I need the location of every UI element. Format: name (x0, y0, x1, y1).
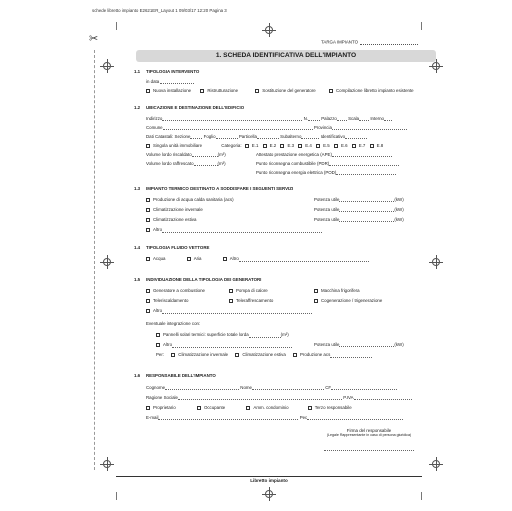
ape-label: Attestato prestazione energetica (APE) (256, 152, 332, 157)
registration-mark-icon (103, 460, 111, 468)
section-title: TIPOLOGIA INTERVENTO (146, 69, 200, 74)
vol-risc-label: Volume lordo riscaldato (146, 152, 192, 157)
checkbox[interactable] (156, 343, 160, 347)
checkbox[interactable] (229, 289, 233, 293)
potenza-field[interactable] (339, 198, 394, 202)
pdr-field[interactable] (329, 162, 399, 166)
scala-field[interactable] (359, 117, 369, 121)
checkbox[interactable] (316, 144, 320, 148)
provincia-label: Provincia (313, 125, 332, 130)
section-number: 1.2 (134, 105, 141, 110)
altro-field[interactable] (239, 258, 369, 262)
indirizzo-field[interactable] (162, 117, 302, 121)
generatore-option (229, 289, 268, 294)
generatore-label: Cogenerazione / trigenerazione (321, 298, 383, 304)
unit-label: (m³) (217, 161, 226, 166)
checkbox[interactable] (229, 299, 233, 303)
email-label: E-mail (146, 415, 159, 420)
checkbox[interactable] (223, 257, 227, 261)
category-label: E.6 (340, 143, 348, 149)
generatore-label: Pompa di calore (236, 288, 268, 294)
unit-label: (kW) (394, 207, 404, 212)
category-label: E.1 (251, 143, 259, 149)
checkbox[interactable] (156, 333, 160, 337)
checkbox[interactable] (146, 299, 150, 303)
pdr-label: Punto riconsegna combustibile (PDR) (256, 161, 330, 166)
foglio-label: Foglio (203, 134, 216, 139)
checkbox[interactable] (246, 406, 250, 410)
servizio-label: Altro (153, 227, 163, 233)
vol-risc-row (146, 153, 226, 157)
checkbox[interactable] (146, 218, 150, 222)
section-1-5-header (134, 278, 261, 282)
unita-row (146, 144, 383, 149)
potenza-label: Potenza utile (314, 217, 340, 222)
acs-field[interactable] (330, 354, 372, 358)
altro-label: Altro (163, 342, 173, 348)
targa-impianto (321, 40, 418, 45)
checkbox[interactable] (171, 353, 175, 357)
targa-label: TARGA IMPIANTO (321, 39, 358, 45)
checkbox[interactable] (255, 89, 259, 93)
registration-mark-icon (103, 258, 111, 266)
category-label: E.7 (358, 143, 366, 149)
section-title: TIPOLOGIA FLUIDO VETTORE (146, 245, 210, 250)
section-title: INDIVIDUAZIONE DELLA TIPOLOGIA DEI GENERATORI (146, 277, 262, 282)
per-option-label: Produzione acs (300, 352, 331, 358)
cf-field[interactable] (331, 386, 397, 390)
fluido-options (146, 257, 369, 262)
checkbox[interactable] (146, 144, 150, 148)
identificativo-label: Identificativo (320, 134, 346, 139)
crop-mark (421, 492, 422, 500)
vol-raff-label: Volume lordo raffrescato (146, 161, 194, 166)
sezione-field[interactable] (190, 135, 202, 139)
email-field[interactable] (158, 416, 298, 420)
category-label: E.3 (287, 143, 295, 149)
palazzo-field[interactable] (337, 117, 347, 121)
pdr-row (256, 162, 399, 166)
registration-mark-icon (432, 62, 440, 70)
checkbox[interactable] (280, 144, 284, 148)
pod-field[interactable] (336, 171, 396, 175)
provincia-field[interactable] (332, 126, 407, 130)
firma-field[interactable] (324, 450, 414, 451)
checkbox[interactable] (146, 89, 150, 93)
registration-mark-icon (432, 258, 440, 266)
generatore-option (314, 299, 382, 304)
footer-rule (116, 476, 422, 477)
potenza-row (314, 343, 404, 347)
unit-label: (kW) (394, 197, 404, 202)
eventuale-label: Eventuale integrazione con: (146, 321, 201, 326)
piva-label: P.IVA (343, 395, 354, 400)
generatore-option (146, 299, 188, 304)
intervento-options (146, 89, 414, 94)
integrazione-altro-row (156, 343, 292, 348)
ruolo-options (146, 406, 352, 411)
ruolo-label: Occupante (203, 405, 226, 411)
checkbox[interactable] (146, 208, 150, 212)
section-1-6-header (134, 374, 216, 378)
per-option-label: Climatizzazione estiva (242, 352, 286, 358)
cognome-row (146, 386, 397, 390)
vol-raff-field[interactable] (194, 162, 218, 166)
altro-field[interactable] (172, 344, 292, 348)
checkbox[interactable] (146, 198, 150, 202)
print-header: schede libretto impianto E2621ER_Layout 1 09/03/17 12:20 Pagina 3 (92, 8, 227, 13)
cognome-field[interactable] (165, 386, 239, 390)
section-1-4-header (134, 246, 209, 250)
per-option-label: Climatizzazione invernale (178, 352, 229, 358)
form-page (116, 36, 422, 486)
foglio-field[interactable] (216, 135, 238, 139)
ruolo-label: Proprietario (153, 405, 176, 411)
servizio-row (146, 198, 234, 203)
servizio-row (146, 208, 203, 213)
option-label: Ristrutturazione (207, 88, 239, 94)
section-number: 1.1 (134, 69, 141, 74)
checkbox[interactable] (329, 89, 333, 93)
checkbox[interactable] (298, 144, 302, 148)
fluido-label: Altro (229, 256, 239, 262)
checkbox[interactable] (235, 353, 239, 357)
section-number: 1.5 (134, 277, 141, 282)
checkbox[interactable] (146, 309, 150, 313)
generatore-altro-row (146, 309, 312, 314)
generatore-option (146, 289, 205, 294)
altro-field[interactable] (162, 310, 312, 314)
generatore-label: Teleraffrescamento (236, 298, 274, 304)
checkbox[interactable] (245, 144, 249, 148)
category-label: E.4 (305, 143, 312, 149)
in-data-label: in data (146, 79, 160, 84)
checkbox[interactable] (200, 89, 204, 93)
numero-field[interactable] (308, 117, 320, 121)
unit-label: (kW) (394, 342, 404, 347)
checkbox[interactable] (197, 406, 201, 410)
scissors-icon: ✂ (89, 33, 99, 45)
in-data-row (146, 80, 194, 84)
pec-label: Pec (299, 415, 308, 420)
servizio-label: Climatizzazione estiva (153, 217, 197, 223)
comune-row (146, 126, 407, 130)
checkbox[interactable] (146, 257, 150, 261)
indirizzo-row (146, 117, 392, 121)
identificativo-field[interactable] (345, 135, 367, 139)
registration-mark-icon (103, 62, 111, 70)
section-title: IMPIANTO TERMICO DESTINATO A SODDISFARE I SEGUENTI SERVIZI (146, 186, 294, 191)
section-1-3-header (134, 187, 293, 191)
unit-label: (m³) (217, 152, 226, 157)
registration-mark-icon (265, 490, 273, 498)
interno-label: Interno (370, 116, 384, 121)
generatore-label: Generatore a combustione (153, 288, 205, 294)
unit-label: (m²) (280, 332, 289, 338)
potenza-label: Potenza utile (314, 207, 340, 212)
firma-note: (Legale Rappresentante in caso di persona giuridica) (326, 433, 412, 437)
section-number: 1.4 (134, 245, 141, 250)
catasto-row (146, 135, 367, 139)
pod-label: Punto riconsegna energia elettrica (POD) (256, 170, 337, 175)
ape-row (256, 153, 392, 157)
per-row (156, 353, 372, 358)
scala-label: Scala (348, 116, 360, 121)
checkbox[interactable] (187, 257, 191, 261)
ruolo-label: Terzo responsabile (314, 405, 352, 411)
ragione-field[interactable] (178, 396, 342, 400)
subalterno-field[interactable] (301, 135, 319, 139)
section-number: 1.3 (134, 186, 141, 191)
pannelli-label: Pannelli solari termici: superficie totale lorda (163, 332, 249, 338)
potenza-row (314, 198, 404, 202)
checkbox[interactable] (334, 144, 338, 148)
comune-field[interactable] (163, 126, 313, 130)
checkbox[interactable] (146, 289, 150, 293)
checkbox[interactable] (314, 289, 318, 293)
generatore-label: Teleriscaldamento (153, 298, 189, 304)
fluido-label: Aria (193, 256, 202, 262)
section-title: UBICAZIONE E DESTINAZIONE DELL'EDIFICIO (146, 105, 245, 110)
potenza-label: Potenza utile (314, 342, 340, 347)
unit-label: (kW) (394, 217, 404, 222)
singola-unita-label: Singola unità immobiliare (153, 143, 203, 149)
pannelli-row (156, 333, 289, 338)
checkbox[interactable] (314, 299, 318, 303)
checkbox[interactable] (263, 144, 267, 148)
potenza-row (314, 218, 404, 222)
potenza-label: Potenza utile (314, 197, 340, 202)
section-number: 1.6 (134, 373, 141, 378)
sezione-label: Dati Catastali: Sezione (146, 134, 191, 139)
cf-label: CF (325, 385, 332, 390)
potenza-row (314, 208, 404, 212)
per-label: Per: (156, 352, 165, 358)
potenza-field[interactable] (339, 208, 394, 212)
generatore-option (229, 299, 273, 304)
cut-line (94, 50, 96, 470)
crop-mark (116, 22, 117, 30)
section-1-2-header (134, 106, 244, 110)
servizio-row (146, 218, 196, 223)
altro-field[interactable] (162, 229, 322, 233)
page-title: 1. SCHEDA IDENTIFICATIVA DELL'IMPIANTO (136, 50, 436, 62)
option-label: Nuova installazione (153, 88, 192, 94)
page-footer: Libretto impianto (250, 478, 288, 483)
ragione-label: Ragione Sociale (146, 395, 178, 400)
ruolo-label: Amm. condominio (253, 405, 289, 411)
checkbox[interactable] (352, 144, 356, 148)
vol-raff-row (146, 162, 226, 166)
option-label: Compilazione libretto impianto esistente (336, 88, 414, 94)
pod-row (256, 171, 396, 175)
indirizzo-label: Indirizzo (146, 116, 163, 121)
registration-mark-icon (265, 26, 273, 34)
email-row (146, 416, 403, 420)
firma-label: Firma del responsabile (346, 428, 392, 433)
particella-label: Particella (238, 134, 257, 139)
comune-label: Comune (146, 125, 163, 130)
targa-field[interactable] (360, 40, 418, 45)
ape-field[interactable] (332, 153, 392, 157)
in-data-field[interactable] (160, 80, 194, 84)
pec-field[interactable] (307, 416, 403, 420)
checkbox[interactable] (308, 406, 312, 410)
numero-label: N. (303, 116, 308, 121)
vol-risc-field[interactable] (192, 153, 218, 157)
checkbox[interactable] (146, 406, 150, 410)
section-1-1-header (134, 70, 199, 74)
option-label: Sostituzione del generatore (262, 88, 316, 94)
crop-mark (421, 22, 422, 30)
section-title: RESPONSABILE DELL'IMPIANTO (146, 373, 216, 378)
pannelli-field[interactable] (249, 334, 281, 338)
potenza-field[interactable] (339, 343, 394, 347)
piva-field[interactable] (354, 396, 412, 400)
nome-label: Nome (240, 385, 252, 390)
servizio-altro-row (146, 228, 322, 233)
categoria-label: Categoria: (221, 143, 242, 149)
cognome-label: Cognome (146, 385, 166, 390)
servizio-label: Climatizzazione invernale (153, 207, 203, 213)
nome-field[interactable] (252, 386, 324, 390)
category-label: E.2 (269, 143, 277, 149)
fluido-label: Acqua (153, 256, 166, 262)
palazzo-label: Palazzo (321, 116, 337, 121)
ragione-row (146, 396, 412, 400)
interno-field[interactable] (384, 117, 392, 121)
subalterno-label: Subalterno (280, 134, 302, 139)
potenza-field[interactable] (339, 218, 394, 222)
crop-mark (116, 492, 117, 500)
registration-mark-icon (432, 460, 440, 468)
checkbox[interactable] (293, 353, 297, 357)
servizio-label: Produzione di acqua calda sanitaria (acs) (153, 197, 234, 203)
generatore-option (314, 289, 360, 294)
category-label: E.5 (323, 143, 330, 149)
altro-label: Altro (153, 308, 163, 314)
checkbox[interactable] (370, 144, 374, 148)
checkbox[interactable] (146, 228, 150, 232)
particella-field[interactable] (257, 135, 279, 139)
generatore-label: Macchina frigorifera (321, 288, 360, 294)
category-label: E.8 (376, 143, 384, 149)
